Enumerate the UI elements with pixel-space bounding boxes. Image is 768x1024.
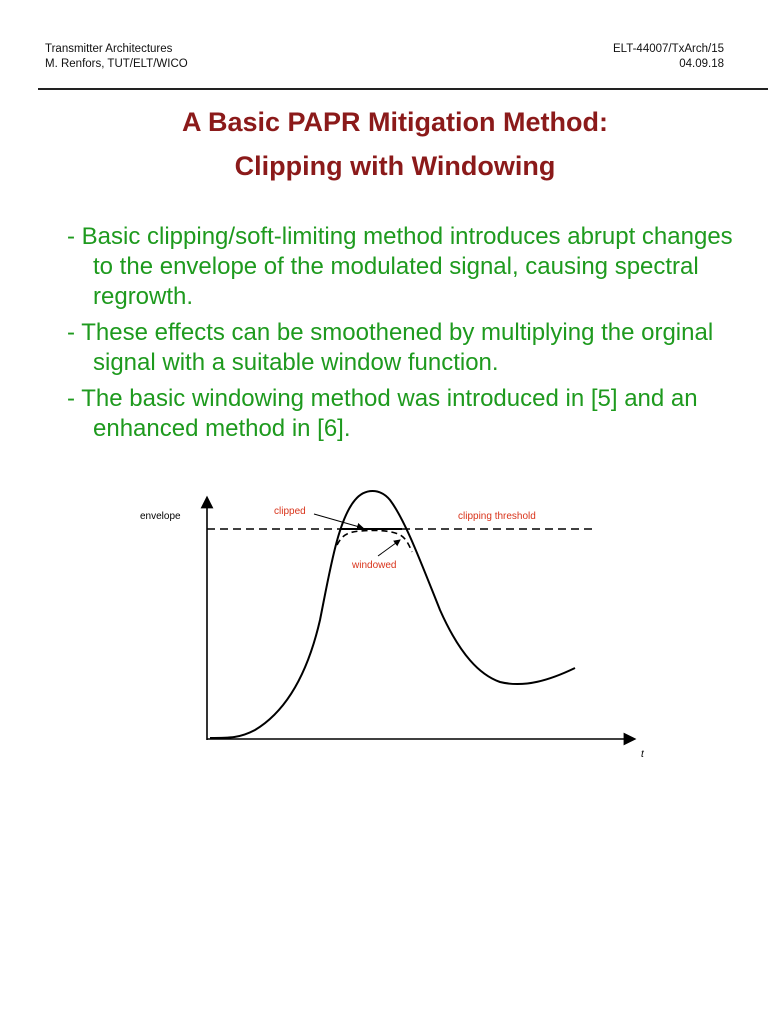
header-divider: [38, 88, 768, 90]
author-affiliation: M. Renfors, TUT/ELT/WICO: [45, 58, 188, 70]
slide-title: [0, 100, 768, 188]
clipping-threshold-label: clipping threshold: [458, 511, 536, 522]
header-right: [613, 42, 724, 72]
bullet-item-1: - Basic clipping/soft-limiting method introduces abrupt changes to the envelope of the modulated signal, causing spectral regrowth.: [67, 223, 733, 310]
clipped-label: clipped: [274, 506, 306, 517]
slide-header: [0, 0, 768, 90]
windowed-arrow: [378, 540, 400, 556]
clipped-arrow: [314, 514, 363, 528]
title-line-1: A Basic PAPR Mitigation Method:: [181, 107, 608, 137]
windowed-label: windowed: [352, 560, 397, 571]
bullet-item-2: - These effects can be smoothened by multiplying the orginal signal with a suitable window function.: [67, 319, 714, 376]
header-date: 04.09.18: [679, 58, 724, 70]
course-title: Transmitter Architectures: [45, 43, 173, 55]
bullet-item-3: - The basic windowing method was introduced in [5] and an enhanced method in [6].: [67, 385, 698, 442]
bullet-list: [67, 222, 757, 450]
course-code: ELT-44007/TxArch/15: [612, 43, 724, 55]
clipping-diagram: [130, 490, 660, 770]
clipping-figure: [130, 490, 660, 770]
x-axis-label: t: [641, 749, 644, 760]
windowed-curve: [337, 530, 412, 552]
y-axis-label: envelope: [140, 511, 181, 522]
title-line-2: Clipping with Windowing: [234, 151, 556, 181]
header-left: [45, 42, 188, 72]
